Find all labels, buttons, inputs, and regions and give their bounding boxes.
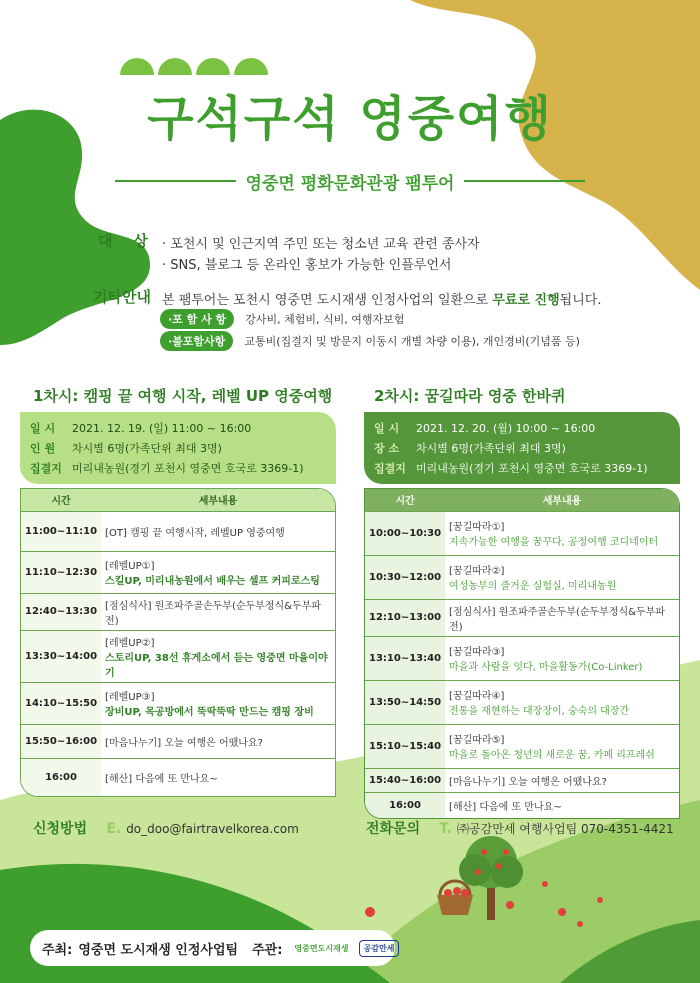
excluded-text: 교통비(집결지 및 방문지 이동시 개별 차량 이용), 개인경비(기념품 등) <box>244 335 580 348</box>
session2-date-val: 2021. 12. 20. (월) 10:00 ~ 16:00 <box>416 422 596 435</box>
table-row <box>21 630 335 682</box>
row-detail <box>445 768 679 792</box>
table-row <box>365 511 679 555</box>
host-label: 주최: <box>42 942 73 958</box>
row-time: 13:30~14:00 <box>21 630 101 682</box>
target-line-1: · 포천시 및 인근지역 주민 또는 청소년 교육 관련 종사자 <box>162 237 480 252</box>
session2-meet-key: 집결지 <box>374 462 406 475</box>
session2-table <box>365 489 679 818</box>
excluded-pill: ·불포함사항 <box>160 331 233 351</box>
table-row <box>21 593 335 630</box>
row-detail-line1: [해산] 다음에 또 만나요~ <box>449 801 562 813</box>
session1-meet-row <box>30 459 326 479</box>
other-info-label: 기타안내 <box>93 288 151 306</box>
included-pill: ·포 함 사 항 <box>160 309 234 329</box>
table-row <box>365 768 679 792</box>
apply-letter: E. <box>106 821 122 837</box>
session1-meet-key: 집결지 <box>30 462 62 475</box>
table-row <box>21 551 335 593</box>
target-line-2: · SNS, 블로그 등 온라인 홍보가 가능한 인플루언서 <box>162 258 452 273</box>
session1-title: 1차시: 캠핑 끝 여행 시작, 레벨 UP 영중여행 <box>33 387 333 405</box>
row-detail-line1: [점심식사] 원조파주골손두부(순두부정식&두부파전) <box>449 606 665 633</box>
row-detail <box>101 630 335 682</box>
row-detail <box>445 511 679 555</box>
row-time: 11:10~12:30 <box>21 551 101 593</box>
session1-info-box <box>20 412 336 484</box>
table-row <box>21 758 335 796</box>
row-time: 14:10~15:50 <box>21 682 101 724</box>
row-detail-line2: 마을과 사람을 잇다, 마을활동가(Co-Linker) <box>449 662 643 673</box>
subtitle-line-left <box>115 180 236 182</box>
session1-people-val: 차시별 6명(가족단위 최대 3명) <box>72 442 222 455</box>
row-detail <box>101 724 335 758</box>
row-time: 12:10~13:00 <box>365 599 445 636</box>
row-detail <box>445 555 679 599</box>
row-detail-line1: [마음나누기] 오늘 여행은 어땠나요? <box>105 737 263 749</box>
session2-meet-val: 미리내농원(경기 포천시 영중면 호국로 3369-1) <box>416 462 648 475</box>
row-detail <box>445 599 679 636</box>
row-detail <box>445 792 679 818</box>
row-time: 15:40~16:00 <box>365 768 445 792</box>
organizer-label: 주관: <box>252 942 283 958</box>
table-row <box>365 792 679 818</box>
table-row <box>21 511 335 551</box>
row-detail-line2: 지속가능한 여행을 꿈꾸다, 공정여행 코디네이터 <box>449 537 659 548</box>
row-detail-line2: 스토리UP, 38선 휴게소에서 듣는 영중면 마을이야기 <box>105 652 328 679</box>
table-row <box>365 680 679 724</box>
included-text: 강사비, 체험비, 식비, 여행자보험 <box>245 313 405 326</box>
session2-date-key: 일 시 <box>374 422 400 435</box>
page-title: 구석구석 영중여행 <box>147 91 553 147</box>
row-detail-line1: [OT] 캠핑 끝 여행시작, 레벨UP 영중여행 <box>105 527 285 539</box>
row-detail-line1: [꿈길따라⑤] <box>449 735 505 746</box>
row-detail-line2: 마을로 돌아온 청년의 새로운 꿈, 카페 리프레쉬 <box>449 750 655 761</box>
session2-header-row <box>365 489 679 511</box>
session1-table <box>21 489 335 796</box>
row-detail <box>445 636 679 680</box>
session2-col-time: 시간 <box>365 489 445 511</box>
row-time: 12:40~13:30 <box>21 593 101 630</box>
session2-schedule <box>364 488 680 819</box>
row-detail <box>101 511 335 551</box>
excluded-row <box>160 330 580 351</box>
row-time: 13:50~14:50 <box>365 680 445 724</box>
row-detail-line1: [꿈길따라②] <box>449 566 505 577</box>
session2-place-val: 차시별 6명(가족단위 최대 3명) <box>416 442 566 455</box>
row-time: 10:00~10:30 <box>365 511 445 555</box>
host-value: 영중면 도시재생 인정사업팀 <box>78 942 239 958</box>
row-detail-line1: [마음나누기] 오늘 여행은 어땠나요? <box>449 776 607 788</box>
row-time: 15:10~15:40 <box>365 724 445 768</box>
session1-header-row <box>21 489 335 511</box>
other-info-post: 됩니다. <box>559 293 602 308</box>
table-row <box>21 724 335 758</box>
row-detail-line2: 전통을 재현하는 대장장이, 숭숙의 대장간 <box>449 706 630 717</box>
session2-place-row <box>374 439 670 459</box>
logo-gonggam: 공감만세 <box>359 940 400 957</box>
footer-bar <box>30 930 395 966</box>
row-detail <box>445 680 679 724</box>
row-detail <box>445 724 679 768</box>
table-row <box>365 599 679 636</box>
session1-meet-val: 미리내농원(경기 포천시 영중면 호국로 3369-1) <box>72 462 304 475</box>
session2-date-row <box>374 419 670 439</box>
session1-col-time: 시간 <box>21 489 101 511</box>
session1-col-detail: 세부내용 <box>101 489 335 511</box>
table-row <box>365 724 679 768</box>
title-arches <box>120 58 268 75</box>
logo-yeongjung: 영중면도시재생 <box>294 943 349 953</box>
row-detail <box>101 593 335 630</box>
row-detail-line2: 여성농부의 즐거운 실험실, 미리내농원 <box>449 581 617 592</box>
session1-date-row <box>30 419 326 439</box>
session2-place-key: 장 소 <box>374 442 400 455</box>
phone-value: ㈜공감만세 여행사업팀 070-4351-4421 <box>457 822 674 836</box>
row-time: 15:50~16:00 <box>21 724 101 758</box>
apply-email-link[interactable]: do_doo@fairtravelkorea.com <box>126 822 299 836</box>
session1-people-row <box>30 439 326 459</box>
other-info-strong: 무료로 진행 <box>492 293 560 308</box>
session1-schedule <box>20 488 336 797</box>
row-time: 16:00 <box>365 792 445 818</box>
row-detail-line1: [꿈길따라③] <box>449 647 505 658</box>
table-row <box>365 555 679 599</box>
row-detail-line2: 장비UP, 목공방에서 뚝딱뚝딱 만드는 캠핑 장비 <box>105 707 314 718</box>
row-time: 11:00~11:10 <box>21 511 101 551</box>
row-detail <box>101 551 335 593</box>
row-time: 16:00 <box>21 758 101 796</box>
phone-label: 전화문의 <box>366 821 421 837</box>
subtitle: 영중면 평화문화관광 팸투어 <box>245 173 455 194</box>
row-time: 13:10~13:40 <box>365 636 445 680</box>
row-detail-line1: [점심식사] 원조파주골손두부(순두부정식&두부파전) <box>105 600 321 627</box>
table-row <box>21 682 335 724</box>
session2-info-box <box>364 412 680 484</box>
row-detail-line1: [레벨UP①] <box>105 561 155 572</box>
session2-col-detail: 세부내용 <box>445 489 679 511</box>
target-label: 대 상 <box>98 232 148 250</box>
apply-label: 신청방법 <box>33 821 88 837</box>
session1-date-key: 일 시 <box>30 422 56 435</box>
row-detail-line1: [꿈길따라④] <box>449 691 505 702</box>
row-detail-line2: 스킬UP, 미리내농원에서 배우는 셀프 커피로스팅 <box>105 576 320 587</box>
row-detail <box>101 758 335 796</box>
subtitle-row <box>115 168 585 194</box>
subtitle-line-right <box>464 180 585 182</box>
other-info-pre: 본 팸투어는 포천시 영중면 도시재생 인정사업의 일환으로 <box>162 293 493 308</box>
session1-people-key: 인 원 <box>30 442 56 455</box>
row-detail-line1: [꿈길따라①] <box>449 522 505 533</box>
table-row <box>365 636 679 680</box>
row-detail <box>101 682 335 724</box>
row-time: 10:30~12:00 <box>365 555 445 599</box>
row-detail-line1: [레벨UP③] <box>105 692 155 703</box>
row-detail-line1: [레벨UP②] <box>105 637 155 649</box>
row-detail-line1: [해산] 다음에 또 만나요~ <box>105 773 218 785</box>
session2-title: 2차시: 꿈길따라 영중 한바퀴 <box>374 387 566 405</box>
included-row <box>160 308 404 329</box>
phone-row <box>366 818 674 838</box>
phone-letter: T. <box>439 821 452 837</box>
session1-date-val: 2021. 12. 19. (일) 11:00 ~ 16:00 <box>72 422 252 435</box>
other-info-text <box>162 289 601 308</box>
session2-meet-row <box>374 459 670 479</box>
apply-row <box>33 818 299 838</box>
